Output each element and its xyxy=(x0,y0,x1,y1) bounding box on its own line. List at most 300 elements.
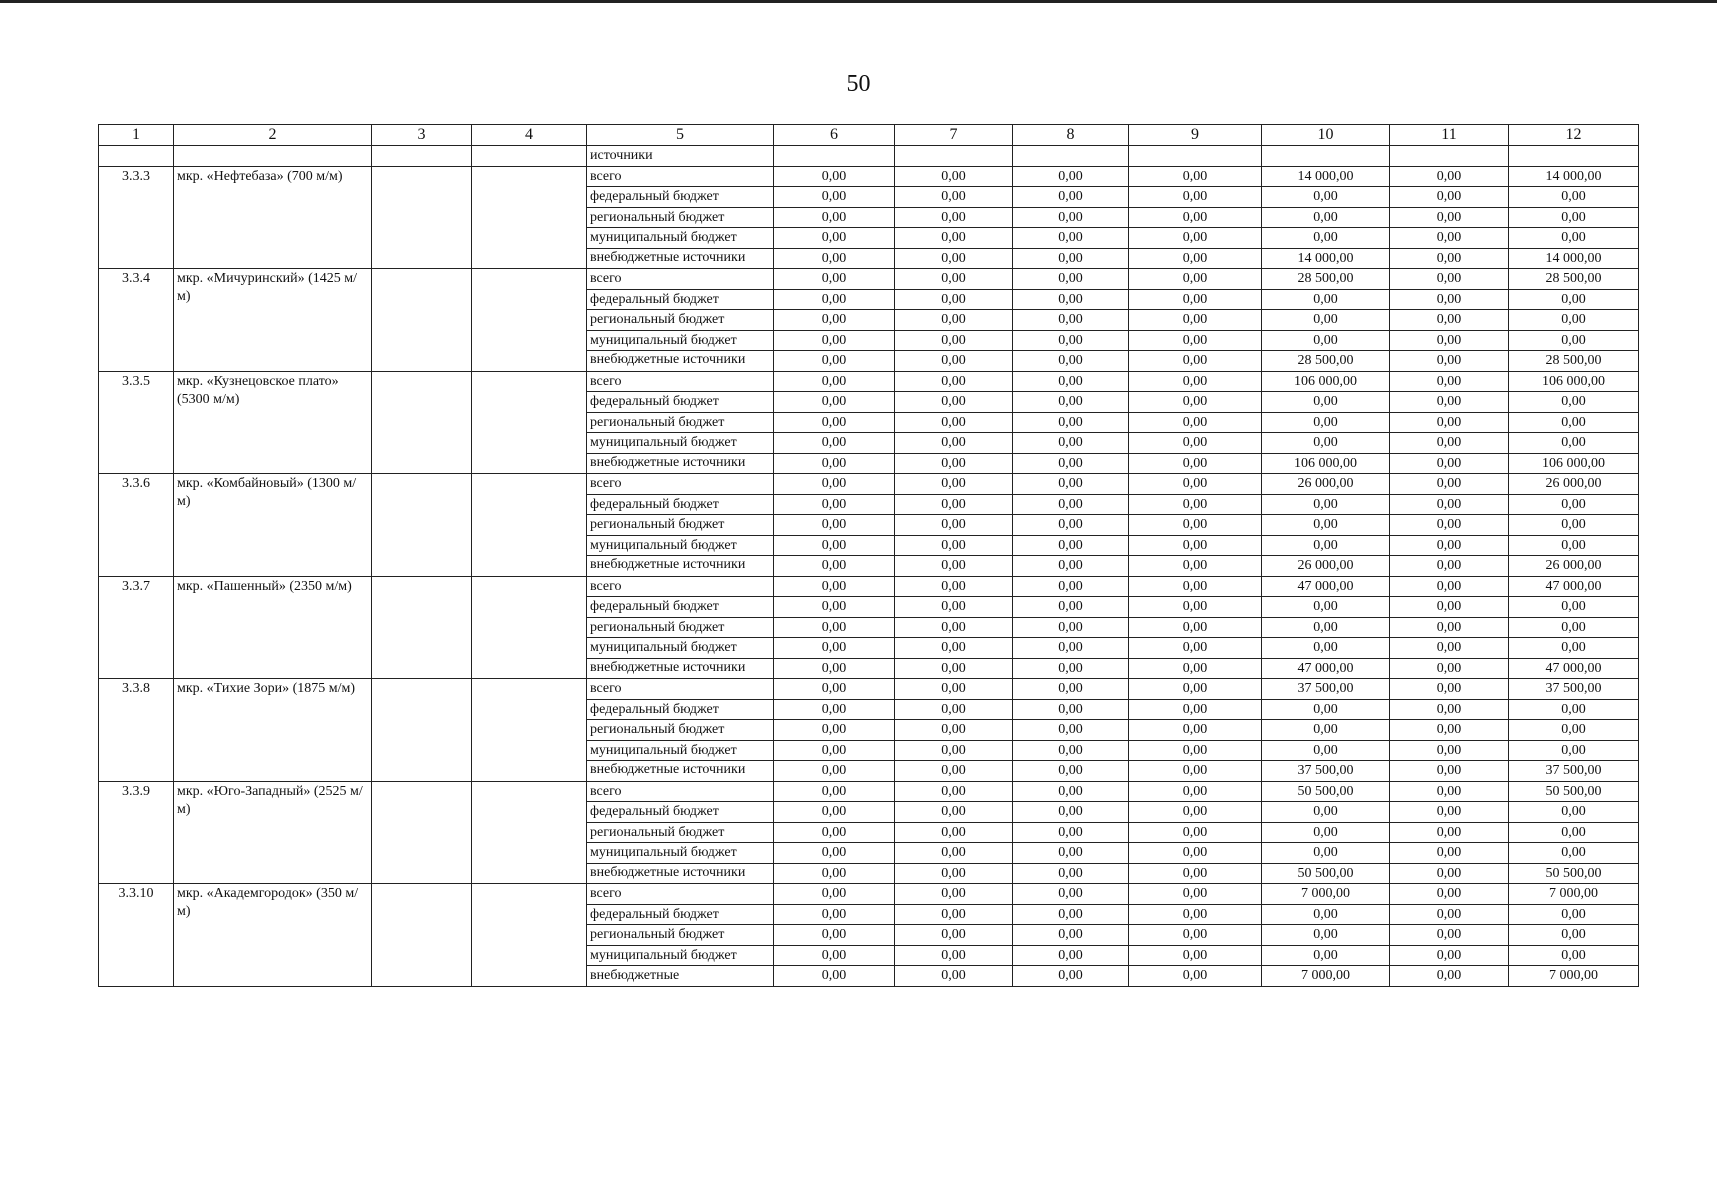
empty-cell xyxy=(472,269,587,372)
amount-cell: 0,00 xyxy=(1390,945,1509,966)
empty-cell xyxy=(895,146,1013,167)
amount-cell: 0,00 xyxy=(1129,945,1262,966)
amount-cell: 0,00 xyxy=(1390,576,1509,597)
item-code-cell: 3.3.10 xyxy=(99,884,174,987)
amount-cell: 0,00 xyxy=(895,351,1013,372)
amount-cell: 0,00 xyxy=(895,679,1013,700)
amount-cell: 0,00 xyxy=(1013,863,1129,884)
amount-cell: 0,00 xyxy=(1262,535,1390,556)
funding-source-cell: федеральный бюджет xyxy=(587,904,774,925)
amount-cell: 0,00 xyxy=(1390,371,1509,392)
amount-cell: 14 000,00 xyxy=(1509,166,1639,187)
column-number-row xyxy=(99,125,1639,146)
amount-cell: 0,00 xyxy=(774,597,895,618)
amount-cell: 0,00 xyxy=(1129,576,1262,597)
amount-cell: 0,00 xyxy=(1013,638,1129,659)
amount-cell: 0,00 xyxy=(1262,228,1390,249)
amount-cell: 0,00 xyxy=(774,228,895,249)
amount-cell: 0,00 xyxy=(1129,904,1262,925)
amount-cell: 0,00 xyxy=(1390,761,1509,782)
amount-cell: 0,00 xyxy=(1013,822,1129,843)
empty-cell xyxy=(372,576,472,679)
amount-cell: 37 500,00 xyxy=(1262,761,1390,782)
column-header: 4 xyxy=(472,125,587,146)
amount-cell: 0,00 xyxy=(1390,269,1509,290)
amount-cell: 0,00 xyxy=(774,945,895,966)
amount-cell: 0,00 xyxy=(1129,925,1262,946)
page-number: 50 xyxy=(846,71,871,97)
amount-cell: 0,00 xyxy=(1013,207,1129,228)
amount-cell: 37 500,00 xyxy=(1509,679,1639,700)
item-code-cell: 3.3.4 xyxy=(99,269,174,372)
amount-cell: 0,00 xyxy=(1390,597,1509,618)
amount-cell: 0,00 xyxy=(1509,515,1639,536)
amount-cell: 0,00 xyxy=(1509,392,1639,413)
amount-cell: 0,00 xyxy=(1390,187,1509,208)
funding-source-cell: муниципальный бюджет xyxy=(587,228,774,249)
amount-cell: 0,00 xyxy=(895,617,1013,638)
funding-source-cell: внебюджетные источники xyxy=(587,863,774,884)
amount-cell: 0,00 xyxy=(1262,515,1390,536)
amount-cell: 0,00 xyxy=(895,863,1013,884)
item-name-cell: мкр. «Нефтебаза» (700 м/м) xyxy=(174,166,372,269)
funding-source-cell: муниципальный бюджет xyxy=(587,740,774,761)
amount-cell: 0,00 xyxy=(1129,310,1262,331)
amount-cell: 0,00 xyxy=(895,228,1013,249)
amount-cell: 14 000,00 xyxy=(1509,248,1639,269)
amount-cell: 0,00 xyxy=(1390,904,1509,925)
column-header: 3 xyxy=(372,125,472,146)
amount-cell: 28 500,00 xyxy=(1262,269,1390,290)
empty-cell xyxy=(472,474,587,577)
amount-cell: 0,00 xyxy=(1262,392,1390,413)
amount-cell: 0,00 xyxy=(1129,453,1262,474)
amount-cell: 0,00 xyxy=(1390,166,1509,187)
column-header: 7 xyxy=(895,125,1013,146)
amount-cell: 0,00 xyxy=(1262,925,1390,946)
funding-source-cell: внебюджетные источники xyxy=(587,658,774,679)
item-name-cell: мкр. «Пашенный» (2350 м/м) xyxy=(174,576,372,679)
amount-cell: 0,00 xyxy=(1013,617,1129,638)
amount-cell: 28 500,00 xyxy=(1509,351,1639,372)
amount-cell: 0,00 xyxy=(1262,904,1390,925)
amount-cell: 0,00 xyxy=(895,412,1013,433)
amount-cell: 0,00 xyxy=(895,720,1013,741)
amount-cell: 0,00 xyxy=(1390,310,1509,331)
amount-cell: 0,00 xyxy=(1129,269,1262,290)
amount-cell: 0,00 xyxy=(895,597,1013,618)
amount-cell: 0,00 xyxy=(774,453,895,474)
amount-cell: 0,00 xyxy=(1013,412,1129,433)
item-code-cell: 3.3.3 xyxy=(99,166,174,269)
table-row xyxy=(99,576,1639,597)
amount-cell: 0,00 xyxy=(1390,556,1509,577)
amount-cell: 0,00 xyxy=(1509,638,1639,659)
amount-cell: 0,00 xyxy=(895,515,1013,536)
amount-cell: 0,00 xyxy=(895,207,1013,228)
funding-source-cell: муниципальный бюджет xyxy=(587,433,774,454)
amount-cell: 0,00 xyxy=(1013,720,1129,741)
amount-cell: 28 500,00 xyxy=(1509,269,1639,290)
amount-cell: 0,00 xyxy=(774,515,895,536)
amount-cell: 0,00 xyxy=(1013,330,1129,351)
amount-cell: 0,00 xyxy=(1129,474,1262,495)
amount-cell: 0,00 xyxy=(1129,720,1262,741)
amount-cell: 26 000,00 xyxy=(1509,474,1639,495)
funding-source-cell: федеральный бюджет xyxy=(587,699,774,720)
amount-cell: 0,00 xyxy=(774,822,895,843)
amount-cell: 0,00 xyxy=(895,699,1013,720)
amount-cell: 0,00 xyxy=(774,781,895,802)
amount-cell: 0,00 xyxy=(1390,351,1509,372)
amount-cell: 106 000,00 xyxy=(1509,453,1639,474)
funding-source-cell: всего xyxy=(587,166,774,187)
amount-cell: 0,00 xyxy=(1013,310,1129,331)
funding-source-cell: региональный бюджет xyxy=(587,720,774,741)
amount-cell: 0,00 xyxy=(1013,494,1129,515)
amount-cell: 14 000,00 xyxy=(1262,248,1390,269)
empty-cell xyxy=(372,679,472,782)
column-header: 9 xyxy=(1129,125,1262,146)
amount-cell: 0,00 xyxy=(1262,597,1390,618)
empty-cell xyxy=(472,884,587,987)
amount-cell: 0,00 xyxy=(895,453,1013,474)
amount-cell: 0,00 xyxy=(774,412,895,433)
amount-cell: 0,00 xyxy=(895,843,1013,864)
item-code-cell: 3.3.7 xyxy=(99,576,174,679)
amount-cell: 0,00 xyxy=(1129,556,1262,577)
amount-cell: 0,00 xyxy=(774,207,895,228)
amount-cell: 28 500,00 xyxy=(1262,351,1390,372)
amount-cell: 0,00 xyxy=(1390,822,1509,843)
amount-cell: 0,00 xyxy=(1509,945,1639,966)
item-name-cell: мкр. «Юго-Западный» (2525 м/м) xyxy=(174,781,372,884)
funding-source-cell: федеральный бюджет xyxy=(587,187,774,208)
amount-cell: 0,00 xyxy=(1390,412,1509,433)
amount-cell: 0,00 xyxy=(1129,966,1262,987)
amount-cell: 0,00 xyxy=(895,330,1013,351)
amount-cell: 7 000,00 xyxy=(1262,884,1390,905)
amount-cell: 0,00 xyxy=(1013,474,1129,495)
amount-cell: 0,00 xyxy=(1390,863,1509,884)
amount-cell: 26 000,00 xyxy=(1262,556,1390,577)
item-code-cell: 3.3.8 xyxy=(99,679,174,782)
amount-cell: 0,00 xyxy=(1129,433,1262,454)
item-name-cell: мкр. «Тихие Зори» (1875 м/м) xyxy=(174,679,372,782)
funding-source-cell: региональный бюджет xyxy=(587,925,774,946)
table-row xyxy=(99,474,1639,495)
empty-cell xyxy=(372,474,472,577)
amount-cell: 0,00 xyxy=(774,966,895,987)
amount-cell: 0,00 xyxy=(1390,474,1509,495)
amount-cell: 0,00 xyxy=(1013,740,1129,761)
amount-cell: 0,00 xyxy=(1129,863,1262,884)
amount-cell: 0,00 xyxy=(1509,433,1639,454)
column-header: 10 xyxy=(1262,125,1390,146)
empty-cell xyxy=(1262,146,1390,167)
amount-cell: 0,00 xyxy=(1013,843,1129,864)
amount-cell: 0,00 xyxy=(1129,884,1262,905)
amount-cell: 0,00 xyxy=(1509,412,1639,433)
amount-cell: 0,00 xyxy=(1129,207,1262,228)
amount-cell: 0,00 xyxy=(1129,494,1262,515)
amount-cell: 0,00 xyxy=(1262,822,1390,843)
amount-cell: 0,00 xyxy=(1129,535,1262,556)
amount-cell: 106 000,00 xyxy=(1509,371,1639,392)
amount-cell: 0,00 xyxy=(1013,658,1129,679)
funding-source-cell: муниципальный бюджет xyxy=(587,535,774,556)
empty-cell xyxy=(372,166,472,269)
funding-source-cell: региональный бюджет xyxy=(587,310,774,331)
table-header xyxy=(99,125,1639,146)
amount-cell: 0,00 xyxy=(1013,453,1129,474)
amount-cell: 0,00 xyxy=(1129,166,1262,187)
amount-cell: 37 500,00 xyxy=(1509,761,1639,782)
amount-cell: 0,00 xyxy=(774,187,895,208)
page-top-border xyxy=(0,0,1717,3)
amount-cell: 0,00 xyxy=(1509,822,1639,843)
amount-cell: 0,00 xyxy=(774,494,895,515)
amount-cell: 0,00 xyxy=(774,576,895,597)
amount-cell: 0,00 xyxy=(1013,904,1129,925)
amount-cell: 0,00 xyxy=(1129,843,1262,864)
amount-cell: 37 500,00 xyxy=(1262,679,1390,700)
amount-cell: 0,00 xyxy=(774,679,895,700)
amount-cell: 0,00 xyxy=(895,269,1013,290)
budget-table xyxy=(98,124,1639,987)
amount-cell: 0,00 xyxy=(1509,494,1639,515)
amount-cell: 0,00 xyxy=(1390,638,1509,659)
amount-cell: 0,00 xyxy=(774,904,895,925)
amount-cell: 0,00 xyxy=(774,863,895,884)
funding-source-cell: всего xyxy=(587,269,774,290)
amount-cell: 0,00 xyxy=(895,494,1013,515)
item-code-cell: 3.3.6 xyxy=(99,474,174,577)
amount-cell: 47 000,00 xyxy=(1509,658,1639,679)
amount-cell: 0,00 xyxy=(895,740,1013,761)
amount-cell: 0,00 xyxy=(895,638,1013,659)
amount-cell: 7 000,00 xyxy=(1509,966,1639,987)
amount-cell: 0,00 xyxy=(1509,699,1639,720)
amount-cell: 0,00 xyxy=(1129,761,1262,782)
item-name-cell: мкр. «Мичуринский» (1425 м/м) xyxy=(174,269,372,372)
amount-cell: 0,00 xyxy=(1129,679,1262,700)
amount-cell: 0,00 xyxy=(895,822,1013,843)
amount-cell: 0,00 xyxy=(895,884,1013,905)
amount-cell: 0,00 xyxy=(1013,351,1129,372)
amount-cell: 0,00 xyxy=(1390,781,1509,802)
amount-cell: 0,00 xyxy=(1129,392,1262,413)
amount-cell: 0,00 xyxy=(774,289,895,310)
column-header: 11 xyxy=(1390,125,1509,146)
amount-cell: 0,00 xyxy=(774,474,895,495)
funding-source-cell: региональный бюджет xyxy=(587,515,774,536)
amount-cell: 47 000,00 xyxy=(1262,576,1390,597)
item-code-cell: 3.3.5 xyxy=(99,371,174,474)
amount-cell: 0,00 xyxy=(774,638,895,659)
amount-cell: 0,00 xyxy=(1262,699,1390,720)
amount-cell: 0,00 xyxy=(895,289,1013,310)
amount-cell: 0,00 xyxy=(774,330,895,351)
empty-cell xyxy=(174,146,372,167)
amount-cell: 0,00 xyxy=(1129,289,1262,310)
amount-cell: 0,00 xyxy=(1013,802,1129,823)
column-header: 6 xyxy=(774,125,895,146)
funding-source-cell: региональный бюджет xyxy=(587,617,774,638)
amount-cell: 0,00 xyxy=(1262,310,1390,331)
funding-source-cell: муниципальный бюджет xyxy=(587,330,774,351)
amount-cell: 0,00 xyxy=(1509,802,1639,823)
amount-cell: 0,00 xyxy=(895,966,1013,987)
amount-cell: 0,00 xyxy=(1509,207,1639,228)
amount-cell: 0,00 xyxy=(774,884,895,905)
empty-cell xyxy=(774,146,895,167)
item-name-cell: мкр. «Комбайновый» (1300 м/м) xyxy=(174,474,372,577)
funding-source-cell: внебюджетные источники xyxy=(587,248,774,269)
funding-source-cell: всего xyxy=(587,679,774,700)
amount-cell: 0,00 xyxy=(1129,617,1262,638)
amount-cell: 0,00 xyxy=(1509,310,1639,331)
empty-cell xyxy=(372,884,472,987)
empty-cell xyxy=(472,371,587,474)
amount-cell: 0,00 xyxy=(1262,720,1390,741)
amount-cell: 0,00 xyxy=(895,371,1013,392)
table-row xyxy=(99,781,1639,802)
amount-cell: 0,00 xyxy=(1013,166,1129,187)
amount-cell: 0,00 xyxy=(1129,371,1262,392)
amount-cell: 14 000,00 xyxy=(1262,166,1390,187)
table-row xyxy=(99,679,1639,700)
amount-cell: 7 000,00 xyxy=(1262,966,1390,987)
funding-source-cell: всего xyxy=(587,371,774,392)
funding-source-cell: внебюджетные источники xyxy=(587,351,774,372)
empty-cell xyxy=(372,146,472,167)
amount-cell: 0,00 xyxy=(1129,351,1262,372)
amount-cell: 0,00 xyxy=(1390,453,1509,474)
amount-cell: 0,00 xyxy=(1129,802,1262,823)
amount-cell: 0,00 xyxy=(1013,679,1129,700)
amount-cell: 0,00 xyxy=(1129,597,1262,618)
source-cell: источники xyxy=(587,146,774,167)
funding-source-cell: муниципальный бюджет xyxy=(587,638,774,659)
amount-cell: 0,00 xyxy=(774,433,895,454)
amount-cell: 0,00 xyxy=(774,310,895,331)
amount-cell: 0,00 xyxy=(1013,392,1129,413)
amount-cell: 0,00 xyxy=(1129,248,1262,269)
amount-cell: 0,00 xyxy=(1390,740,1509,761)
amount-cell: 0,00 xyxy=(1390,207,1509,228)
amount-cell: 0,00 xyxy=(1129,699,1262,720)
amount-cell: 0,00 xyxy=(1129,658,1262,679)
amount-cell: 0,00 xyxy=(1013,515,1129,536)
funding-source-cell: федеральный бюджет xyxy=(587,802,774,823)
amount-cell: 0,00 xyxy=(1390,330,1509,351)
amount-cell: 0,00 xyxy=(1013,269,1129,290)
amount-cell: 0,00 xyxy=(1509,597,1639,618)
amount-cell: 0,00 xyxy=(1013,228,1129,249)
amount-cell: 0,00 xyxy=(895,802,1013,823)
amount-cell: 0,00 xyxy=(1390,679,1509,700)
amount-cell: 0,00 xyxy=(774,617,895,638)
table-row xyxy=(99,371,1639,392)
amount-cell: 0,00 xyxy=(1509,330,1639,351)
funding-source-cell: муниципальный бюджет xyxy=(587,843,774,864)
amount-cell: 0,00 xyxy=(1013,535,1129,556)
amount-cell: 0,00 xyxy=(1390,248,1509,269)
amount-cell: 0,00 xyxy=(774,761,895,782)
amount-cell: 0,00 xyxy=(1129,412,1262,433)
amount-cell: 0,00 xyxy=(895,576,1013,597)
amount-cell: 0,00 xyxy=(1262,802,1390,823)
amount-cell: 0,00 xyxy=(895,433,1013,454)
funding-source-cell: региональный бюджет xyxy=(587,207,774,228)
amount-cell: 0,00 xyxy=(1013,597,1129,618)
amount-cell: 0,00 xyxy=(774,699,895,720)
amount-cell: 0,00 xyxy=(1013,699,1129,720)
amount-cell: 0,00 xyxy=(1013,289,1129,310)
funding-source-cell: внебюджетные xyxy=(587,966,774,987)
column-header: 8 xyxy=(1013,125,1129,146)
amount-cell: 0,00 xyxy=(1129,330,1262,351)
funding-source-cell: всего xyxy=(587,781,774,802)
amount-cell: 0,00 xyxy=(1390,925,1509,946)
amount-cell: 26 000,00 xyxy=(1509,556,1639,577)
table-body xyxy=(99,146,1639,987)
amount-cell: 0,00 xyxy=(1013,761,1129,782)
amount-cell: 0,00 xyxy=(1013,945,1129,966)
amount-cell: 0,00 xyxy=(774,925,895,946)
funding-source-cell: региональный бюджет xyxy=(587,822,774,843)
amount-cell: 106 000,00 xyxy=(1262,453,1390,474)
amount-cell: 0,00 xyxy=(1013,925,1129,946)
funding-source-cell: всего xyxy=(587,576,774,597)
amount-cell: 0,00 xyxy=(1509,720,1639,741)
empty-cell xyxy=(472,146,587,167)
amount-cell: 26 000,00 xyxy=(1262,474,1390,495)
amount-cell: 0,00 xyxy=(774,269,895,290)
amount-cell: 0,00 xyxy=(1262,207,1390,228)
amount-cell: 0,00 xyxy=(1390,843,1509,864)
amount-cell: 0,00 xyxy=(1129,187,1262,208)
empty-cell xyxy=(1509,146,1639,167)
funding-source-cell: муниципальный бюджет xyxy=(587,945,774,966)
amount-cell: 0,00 xyxy=(1509,228,1639,249)
empty-cell xyxy=(372,371,472,474)
empty-cell xyxy=(372,781,472,884)
funding-source-cell: федеральный бюджет xyxy=(587,494,774,515)
amount-cell: 50 500,00 xyxy=(1509,863,1639,884)
amount-cell: 0,00 xyxy=(895,781,1013,802)
amount-cell: 0,00 xyxy=(895,474,1013,495)
amount-cell: 0,00 xyxy=(1390,720,1509,741)
funding-source-cell: внебюджетные источники xyxy=(587,761,774,782)
empty-cell xyxy=(472,576,587,679)
amount-cell: 0,00 xyxy=(774,843,895,864)
amount-cell: 0,00 xyxy=(1390,699,1509,720)
amount-cell: 0,00 xyxy=(1390,289,1509,310)
amount-cell: 0,00 xyxy=(1509,925,1639,946)
amount-cell: 0,00 xyxy=(1262,330,1390,351)
amount-cell: 0,00 xyxy=(774,371,895,392)
amount-cell: 0,00 xyxy=(774,392,895,413)
amount-cell: 0,00 xyxy=(1390,966,1509,987)
amount-cell: 0,00 xyxy=(1129,740,1262,761)
amount-cell: 0,00 xyxy=(1390,228,1509,249)
funding-source-cell: федеральный бюджет xyxy=(587,392,774,413)
amount-cell: 0,00 xyxy=(1509,904,1639,925)
amount-cell: 0,00 xyxy=(895,945,1013,966)
amount-cell: 0,00 xyxy=(1013,576,1129,597)
